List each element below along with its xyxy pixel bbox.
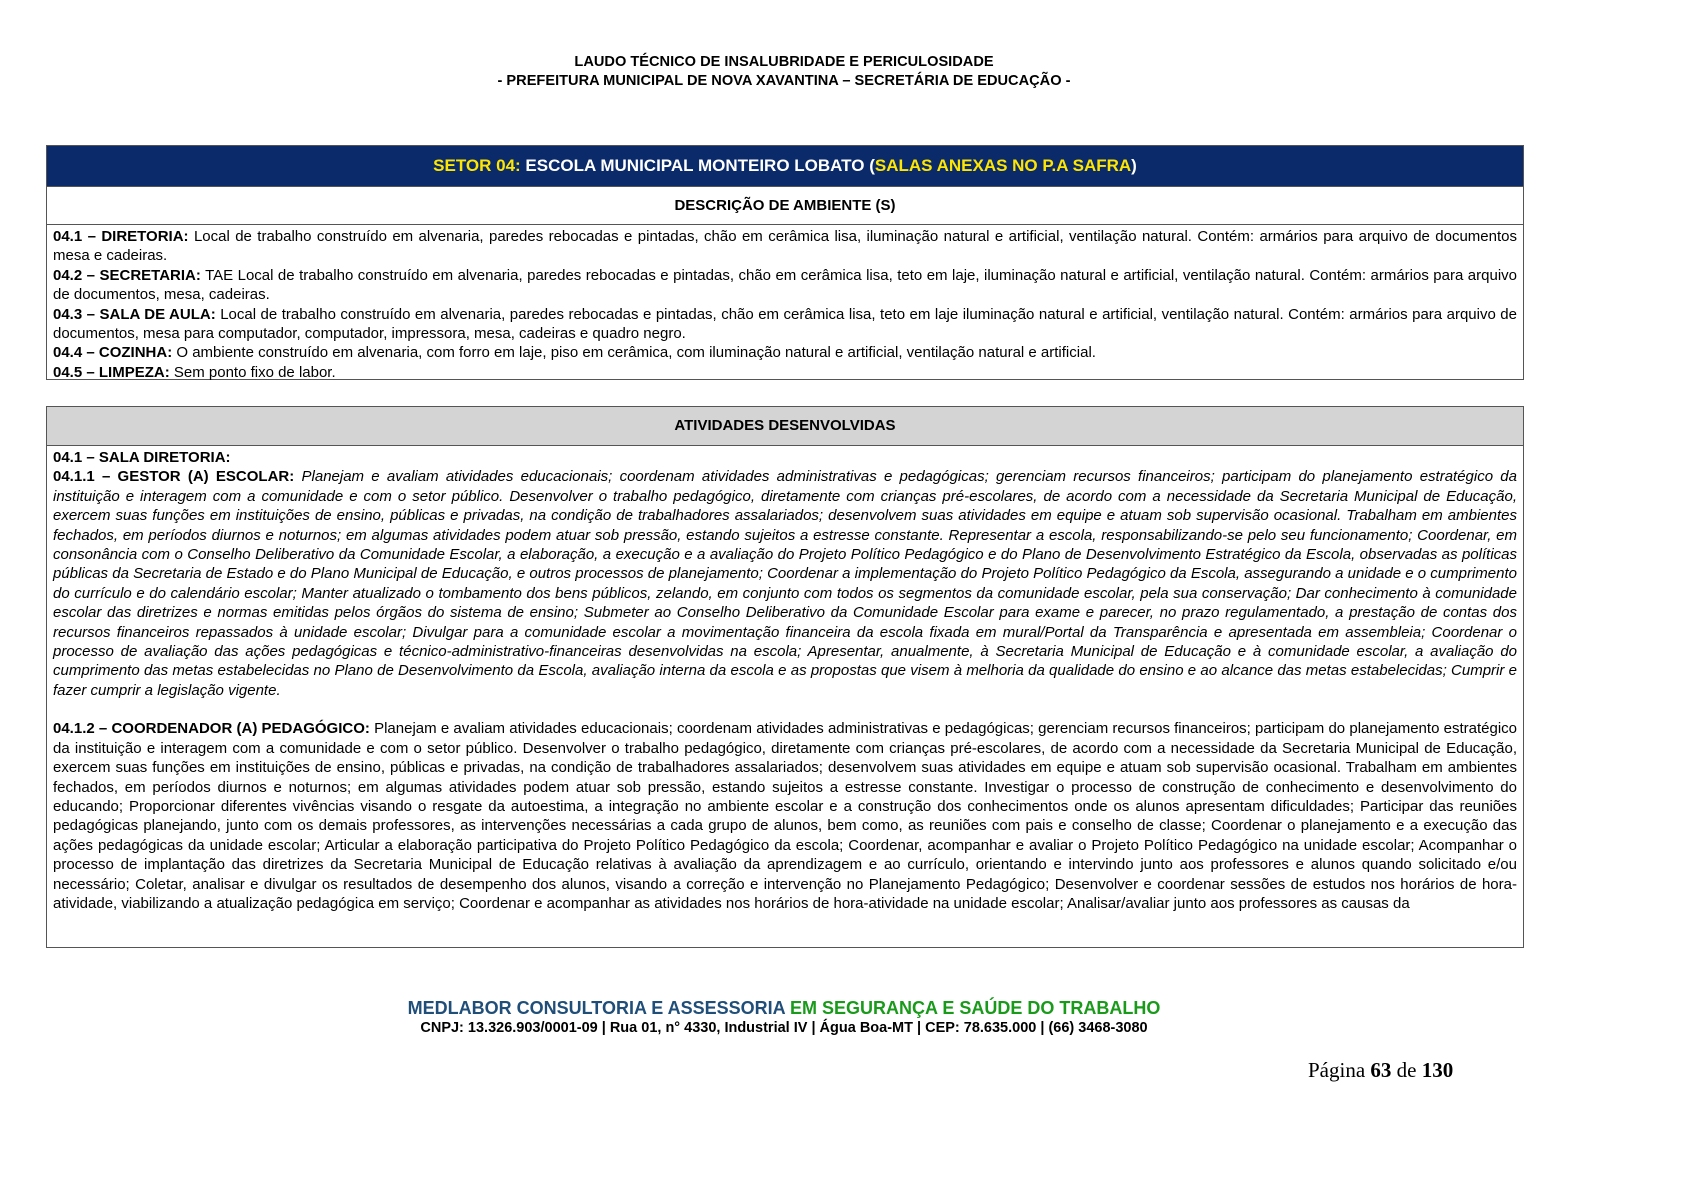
atividades-body — [47, 446, 1523, 913]
ambiente-label: 04.1 – DIRETORIA: — [53, 228, 189, 245]
sector-name: ESCOLA MUNICIPAL MONTEIRO LOBATO ( — [520, 156, 875, 175]
ambientes-title: DESCRIÇÃO DE AMBIENTE (S) — [47, 187, 1523, 225]
ambiente-item — [53, 227, 1517, 266]
section-heading: 04.1 – SALA DIRETORIA: — [53, 449, 231, 466]
sector-label: SETOR 04: — [433, 156, 521, 175]
ambiente-label: 04.4 – COZINHA: — [53, 344, 173, 362]
gestor-text: Planejam e avaliam atividades educacionais; coordenam atividades administrativas e pedagógicas; gerenciam recursos financeiros; participam do planejamento estratégico da instituição e interagem com a comunidade e com o setor público. Desenvolver o trabalho pedagógico, diretamente com crianças pré-escolares, de acordo com a necessidade da Secretaria Municipal de Educação, exercem suas funções em instituições de ensino, públicas e privadas, na condição de trabalhadores assalariados; desenvolvem suas atividades em equipe e atuam sob supervisão ocasional. Trabalham em ambientes fechados, em períodos diurnos e noturnos; em algumas atividades podem atuar sob pressão, estando sujeitos a estresse constante. Representar a escola, responsabilizando-se pelo seu funcionamento; Coordenar, em consonância com o Conselho Deliberativo da Comunidade Escolar, a elaboração, a execução e a avaliação do Projeto Político Pedagógico e do Plano de Desenvolvimento Estratégico da Escola, observadas as políticas públicas da Secretaria de Estado e do Plano Municipal de Educação, e outros processos de planejamento; Coordenar a implementação do Projeto Político Pedagógico da Escola, assegurando a unidade e o cumprimento do currículo e do calendário escolar; Manter atualizado o tombamento dos bens públicos, zelando, em conjunto com todos os segmentos da comunidade escolar, pela sua conservação; Dar conhecimento à comunidade escolar das diretrizes e normas emitidas pelos órgãos do sistema de ensino; Submeter ao Conselho Deliberativo da Comunidade Escolar para exame e parecer, no prazo regulamentado, a prestação de contas dos recursos financeiros repassados à unidade escolar; Divulgar para a comunidade escolar a movimentação financeira da escola fixada em mural/Portal da Transparência e apresentada em assembleia; Coordenar o processo de avaliação das ações pedagógicas e técnico-administrativo-financeiras desenvolvidas na escola; Apresentar, anualmente, à Secretaria Municipal de Educação e à comunidade escolar, a avaliação do cumprimento das metas estabelecidas no Plano de Desenvolvimento da Escola, avaliação interna da escola e as propostas que visem à melhoria da qualidade do ensino e ao alcance das metas estabelecidas; Cumprir e fazer cumprir a legislação vigente. — [53, 468, 1517, 699]
coordenador-text: Planejam e avaliam atividades educacionais; coordenam atividades administrativas e pedagógicas; gerenciam recursos financeiros; participam do planejamento estratégico da instituição e interagem com a comunidade e com o setor público. Desenvolver o trabalho pedagógico, diretamente com crianças pré-escolares, de acordo com a necessidade da Secretaria Municipal de Educação, exercem suas funções em instituições de ensino, públicas e privadas, na condição de trabalhadores assalariados; desenvolvem suas atividades em equipe e atuam sob supervisão ocasional. Trabalham em ambientes fechados, em períodos diurnos e noturnos; em algumas atividades podem atuar sob pressão, estando sujeitos a estresse constante. Investigar o processo de construção de conhecimento e desenvolvimento do educando; Proporcionar diferentes vivências visando o resgate da autoestima, a integração no ambiente escolar e a construção dos conhecimentos onde os alunos apresentam dificuldades; Participar das reuniões pedagógicas planejando, junto com os demais professores, as intervenções necessárias a cada grupo de alunos, bem como, as reuniões com pais e conselho de classe; Coordenar o planejamento e a execução das ações pedagógicas da unidade escolar; Articular a elaboração participativa do Projeto Político Pedagógico da escola; Coordenar, acompanhar e avaliar o Projeto Político Pedagógico na unidade escolar; Acompanhar o processo de implantação das diretrizes da Secretaria Municipal de Educação relativas à avaliação da aprendizagem e ao currículo, orientando e intervindo junto aos professores e alunos quando solicitado e/ou necessário; Coletar, analisar e divulgar os resultados de desempenho dos alunos, visando a correção e intervenção no Planejamento Pedagógico; Desenvolver e coordenar sessões de estudos nos horários de hora-atividade, viabilizando a atualização pedagógica em serviço; Coordenar e acompanhar as atividades nos horários de hora-atividade na unidade escolar; Analisar/avaliar junto aos professores as causas da — [53, 720, 1517, 912]
page-current: 63 — [1370, 1058, 1392, 1082]
sector-annex: SALAS ANEXAS NO P.A SAFRA — [874, 156, 1132, 175]
ambientes-list — [47, 225, 1523, 382]
sector-title — [47, 146, 1523, 187]
gestor-paragraph — [53, 467, 1517, 700]
coordenador-label: 04.1.2 – COORDENADOR (A) PEDAGÓGICO: — [53, 720, 370, 738]
ambiente-text: Local de trabalho construído em alvenaria, paredes rebocadas e pintadas, chão em cerâmica lisa, iluminação natural e artificial, ventilação natural. Contém: armários para arquivo de documentos mesa e cadeiras. — [53, 228, 1517, 265]
atividades-box — [46, 406, 1524, 948]
footer-company-name: MEDLABOR CONSULTORIA E ASSESSORIA — [407, 998, 785, 1018]
page-number: Página 63 de 130 — [1308, 1058, 1454, 1082]
ambiente-text: Sem ponto fixo de labor. — [169, 363, 336, 381]
page-total: 130 — [1421, 1058, 1454, 1082]
ambiente-item — [53, 363, 1517, 382]
ambiente-item — [53, 266, 1517, 305]
ambiente-text: TAE Local de trabalho construído em alvenaria, paredes rebocadas e pintadas, chão em cerâmica lisa, teto em laje, iluminação natural e artificial, ventilação natural. Contém: armários para arquivo de documentos, mesa, cadeiras. — [53, 266, 1517, 304]
ambiente-label: 04.5 – LIMPEZA: — [53, 363, 170, 381]
footer-company-tagline: EM SEGURANÇA E SAÚDE DO TRABALHO — [785, 998, 1161, 1018]
footer-company — [0, 998, 1568, 1019]
document-title: LAUDO TÉCNICO DE INSALUBRIDADE E PERICULOSIDADE — [574, 54, 994, 70]
ambientes-box — [46, 145, 1524, 380]
ambiente-text: Local de trabalho construído em alvenaria, paredes rebocadas e pintadas, chão em cerâmica lisa, teto em laje iluminação natural e artificial, ventilação natural. Contém: armários para arquivo de documentos, mesa para computador, computador, impressora, mesa, cadeiras e quadro negro. — [53, 305, 1517, 343]
ambiente-item — [53, 305, 1517, 344]
coordenador-paragraph — [53, 719, 1517, 913]
document-subtitle: - PREFEITURA MUNICIPAL DE NOVA XAVANTINA – SECRETÁRIA DE EDUCAÇÃO - — [497, 73, 1071, 89]
ambiente-text: O ambiente construído em alvenaria, com forro em laje, piso em cerâmica, com iluminação natural e artificial, ventilação natural e artificial. — [172, 344, 1096, 362]
ambiente-item — [53, 343, 1517, 362]
atividades-title: ATIVIDADES DESENVOLVIDAS — [47, 407, 1523, 446]
sector-close: ) — [1131, 156, 1137, 175]
footer-contact: CNPJ: 13.326.903/0001-09 | Rua 01, n° 4330, Industrial IV | Água Boa-MT | CEP: 78.635.000 | (66) 3468-3080 — [420, 1020, 1148, 1036]
ambiente-label: 04.2 – SECRETARIA: — [53, 266, 201, 284]
gestor-label: 04.1.1 – GESTOR (A) ESCOLAR: — [53, 468, 295, 486]
ambiente-label: 04.3 – SALA DE AULA: — [53, 305, 216, 323]
